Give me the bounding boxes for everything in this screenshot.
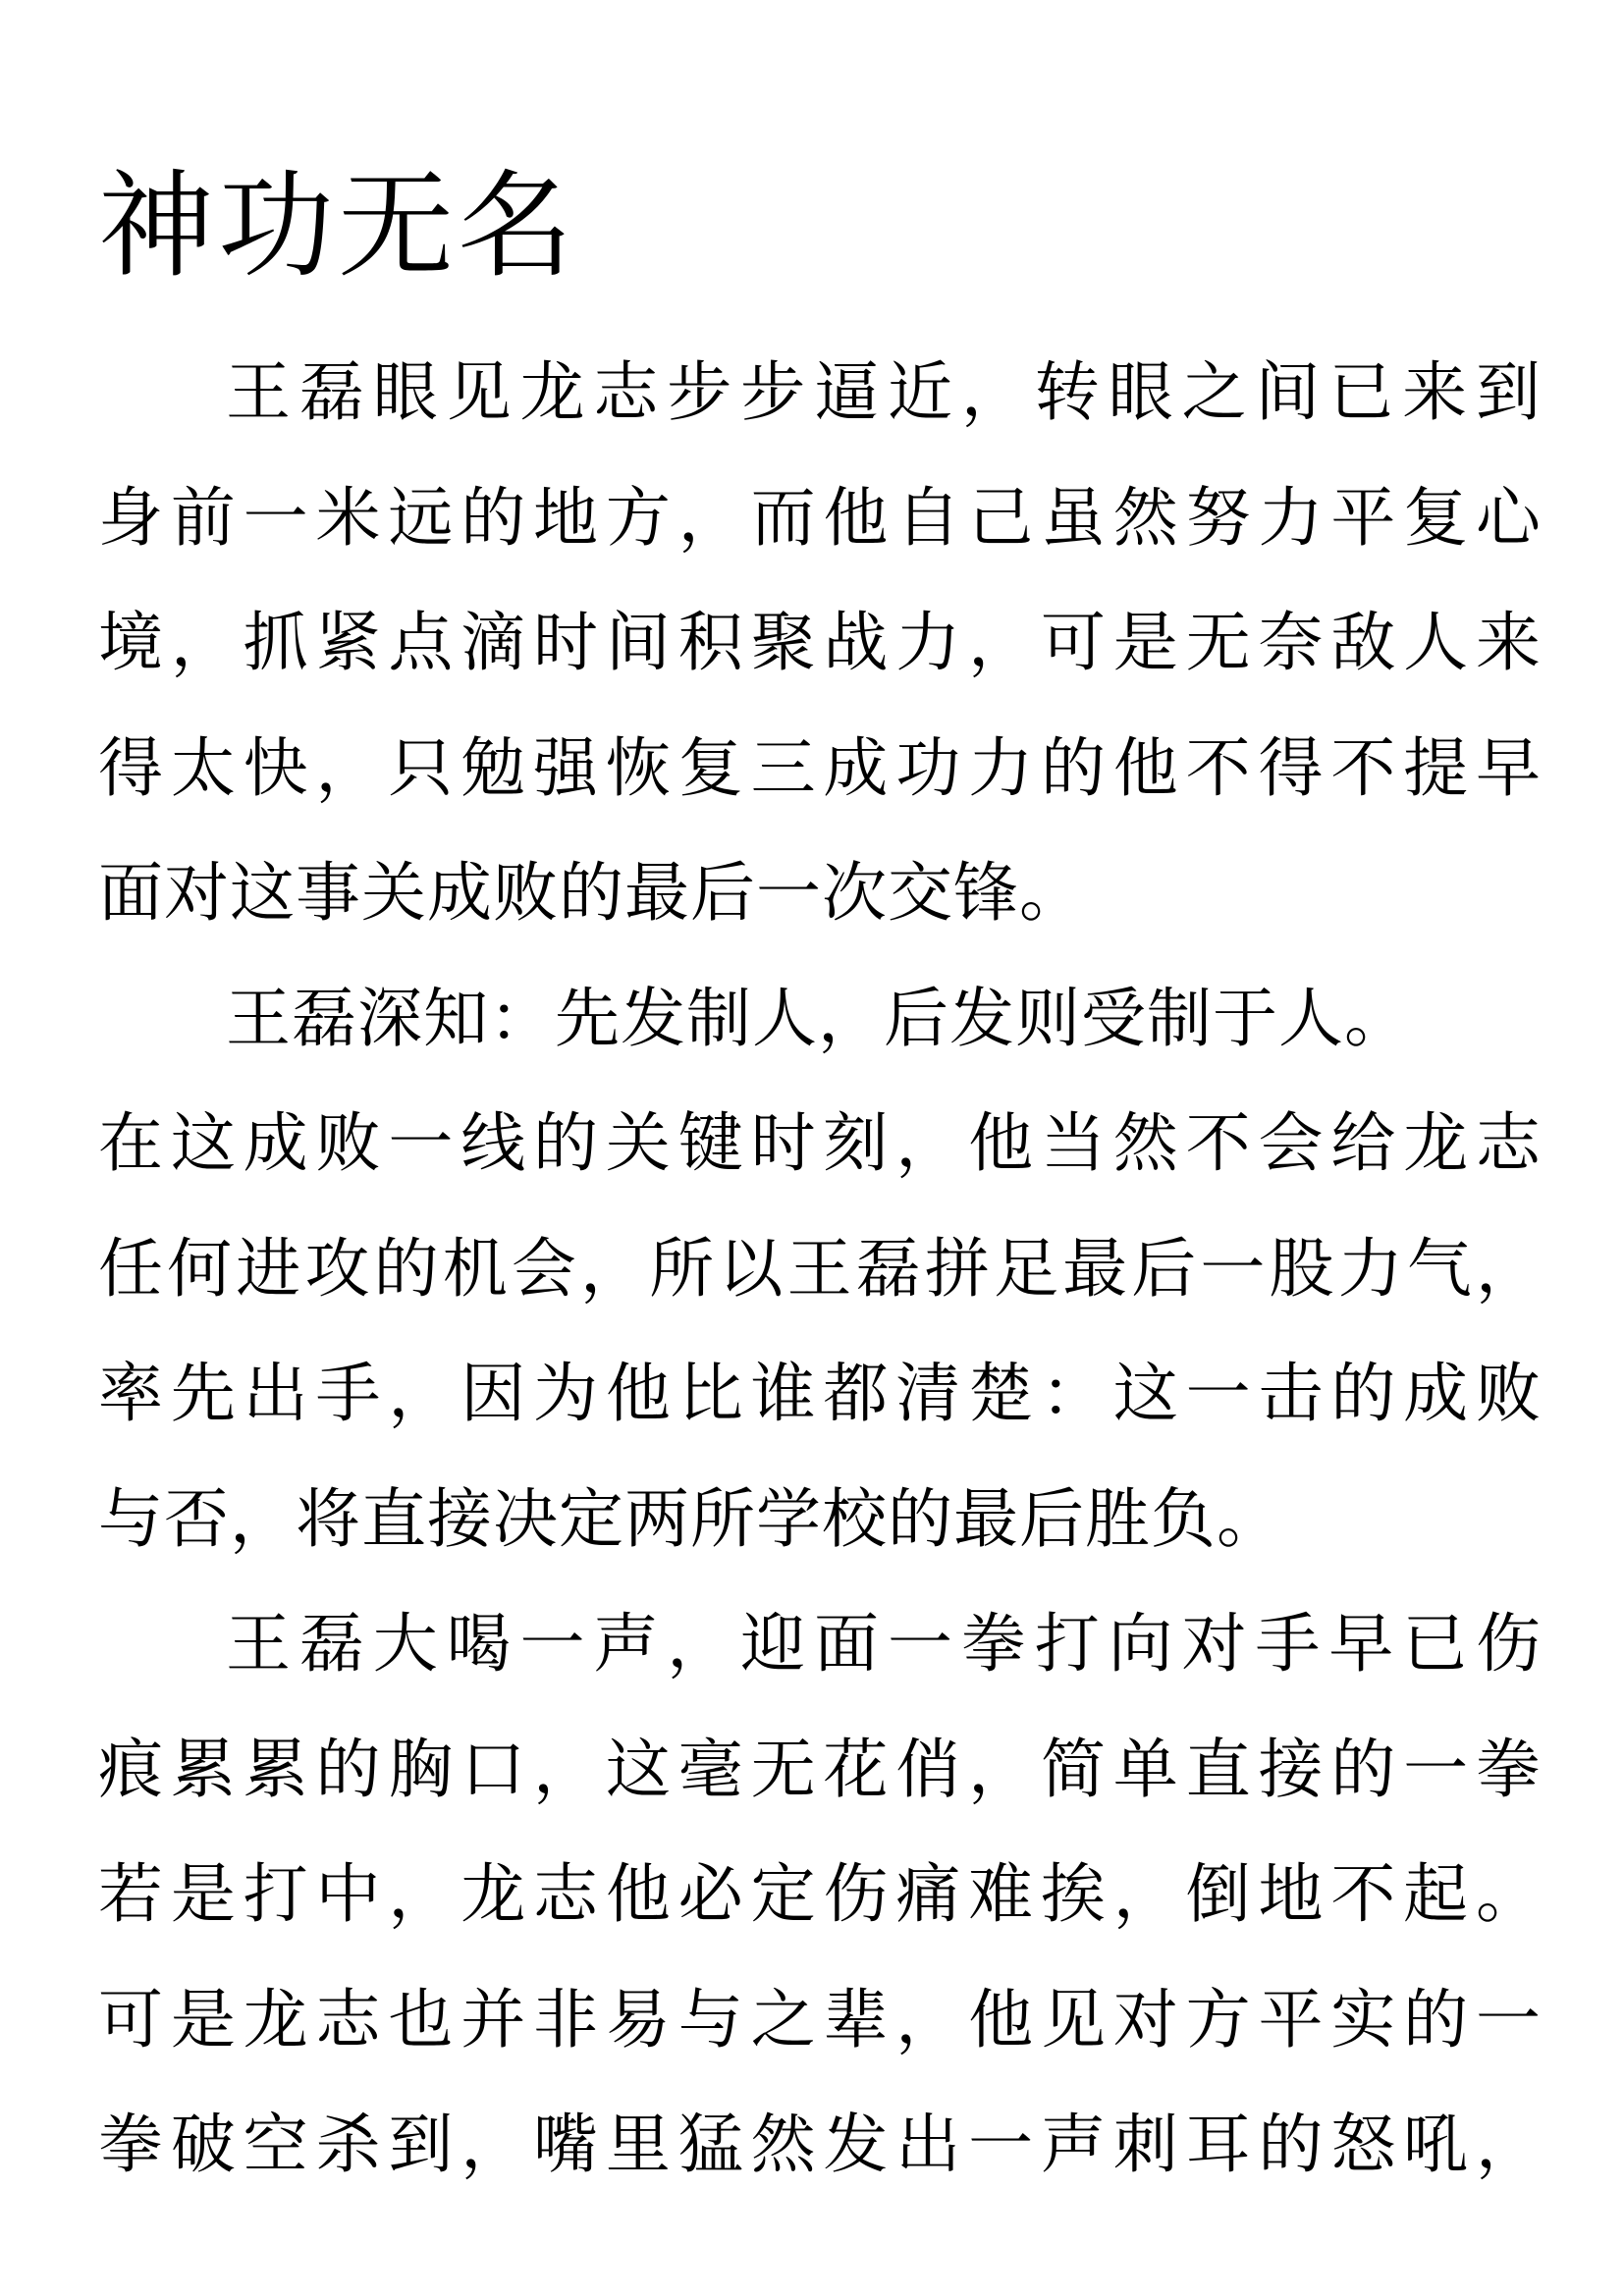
document-page bbox=[98, 157, 1542, 2208]
text-line: 任何进攻的机会，所以王磊拼足最后一股力气， bbox=[98, 1230, 1542, 1307]
text-line: 身前一米远的地方，而他自己虽然努力平复心 bbox=[98, 479, 1542, 556]
text-line: 境，抓紧点滴时间积聚战力，可是无奈敌人来 bbox=[98, 605, 1542, 680]
text-line: 在这成败一线的关键时刻，他当然不会给龙志 bbox=[98, 1105, 1542, 1181]
paragraph-3 bbox=[98, 1581, 1542, 2208]
text-line: 率先出手，因为他比谁都清楚：这一击的成败 bbox=[98, 1356, 1542, 1431]
text-line: 王磊眼见龙志步步逼近，转眼之间已来到 bbox=[226, 354, 1542, 430]
paragraph-2 bbox=[98, 956, 1542, 1582]
document-title: 神功无名 bbox=[98, 158, 578, 294]
text-line: 与否，将直接决定两所学校的最后胜负。 bbox=[98, 1480, 1282, 1557]
text-line: 可是龙志也并非易与之辈，他见对方平实的一 bbox=[98, 1981, 1542, 2057]
text-line: 得太快，只勉强恢复三成功力的他不得不提早 bbox=[98, 729, 1542, 806]
document-body bbox=[98, 330, 1542, 2208]
text-line: 拳破空杀到，嘴里猛然发出一声刺耳的怒吼， bbox=[98, 2107, 1542, 2182]
text-line: 若是打中，龙志他必定伤痛难挨，倒地不起。 bbox=[98, 1856, 1542, 1932]
text-line: 王磊大喝一声，迎面一拳打向对手早已伤 bbox=[226, 1606, 1542, 1682]
paragraph-1 bbox=[98, 330, 1542, 956]
text-line: 面对这事关成败的最后一次交锋。 bbox=[98, 855, 1085, 931]
text-line: 王磊深知：先发制人，后发则受制于人。 bbox=[226, 980, 1410, 1056]
text-line: 痕累累的胸口，这毫无花俏，简单直接的一拳 bbox=[98, 1731, 1542, 1807]
